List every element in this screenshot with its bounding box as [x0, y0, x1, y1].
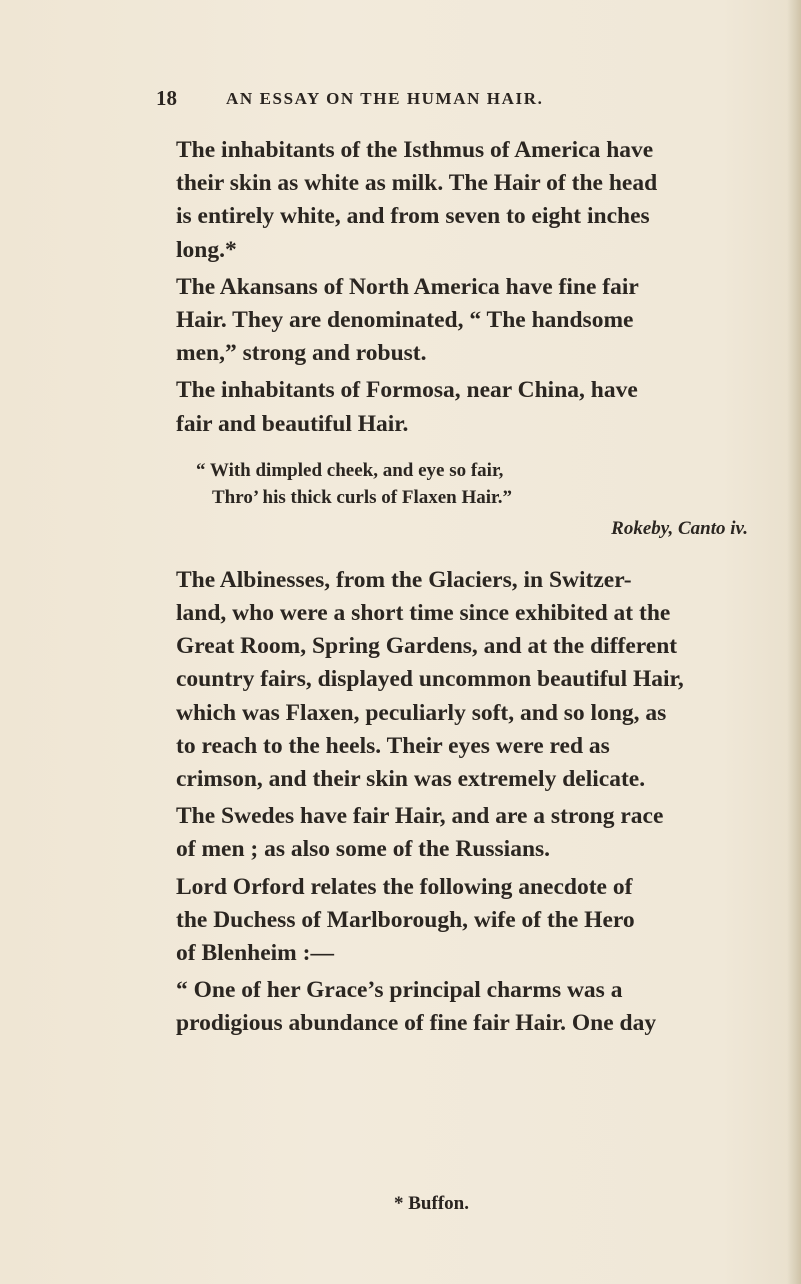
text-line: “ One of her Grace’s principal charms was a: [176, 977, 623, 1004]
text-line: the Duchess of Marlborough, wife of the Hero: [176, 906, 635, 933]
verse-quote: [176, 457, 748, 542]
text-line: The inhabitants of Formosa, near China, have: [176, 377, 638, 404]
verse-citation: Rokeby, Canto iv.: [611, 517, 748, 539]
paragraph-albinesses: [176, 564, 748, 796]
text-line: is entirely white, and from seven to eight inches: [176, 203, 650, 230]
paragraph-formosa: [176, 374, 748, 440]
paragraph-swedes: [176, 800, 748, 866]
running-head: AN ESSAY ON THE HUMAN HAIR.: [226, 89, 544, 108]
text-line: land, who were a short time since exhibited at the: [176, 600, 671, 627]
text-line: The Akansans of North America have fine fair: [176, 273, 639, 300]
text-line: long.*: [176, 236, 237, 263]
page-edge-shadow: [787, 0, 801, 1284]
paragraph-grace: [176, 974, 748, 1040]
text-line: country fairs, displayed uncommon beautiful Hair,: [176, 666, 684, 693]
text-line: of men ; as also some of the Russians.: [176, 836, 551, 863]
footnote: * Buffon.: [394, 1193, 469, 1214]
text-line: Great Room, Spring Gardens, and at the different: [176, 633, 678, 660]
page-number: 18: [156, 86, 177, 110]
paragraph-akansans: [176, 271, 748, 371]
page-body: [176, 134, 748, 1041]
text-line: men,” strong and robust.: [176, 340, 427, 367]
text-line: which was Flaxen, peculiarly soft, and so long, as: [176, 699, 667, 726]
text-line: Hair. They are denominated, “ The handsome: [176, 307, 634, 334]
text-line: to reach to the heels. Their eyes were red as: [176, 732, 610, 759]
text-line: prodigious abundance of fine fair Hair. One day: [176, 1010, 657, 1037]
text-line: The Albinesses, from the Glaciers, in Switzer-: [176, 566, 632, 593]
text-line: their skin as white as milk. The Hair of the head: [176, 170, 658, 197]
text-line: fair and beautiful Hair.: [176, 410, 409, 437]
text-line: Lord Orford relates the following anecdote of: [176, 873, 633, 900]
paragraph-isthmus: [176, 134, 748, 267]
text-line: crimson, and their skin was extremely delicate.: [176, 766, 646, 793]
paragraph-orford: [176, 871, 748, 971]
text-line: The Swedes have fair Hair, and are a strong race: [176, 803, 664, 830]
verse-line: Thro’ his thick curls of Flaxen Hair.”: [212, 486, 512, 508]
page-header: [156, 86, 676, 112]
text-line: of Blenheim :—: [176, 940, 334, 967]
verse-line: “ With dimpled cheek, and eye so fair,: [196, 459, 504, 481]
text-line: The inhabitants of the Isthmus of America have: [176, 137, 654, 163]
